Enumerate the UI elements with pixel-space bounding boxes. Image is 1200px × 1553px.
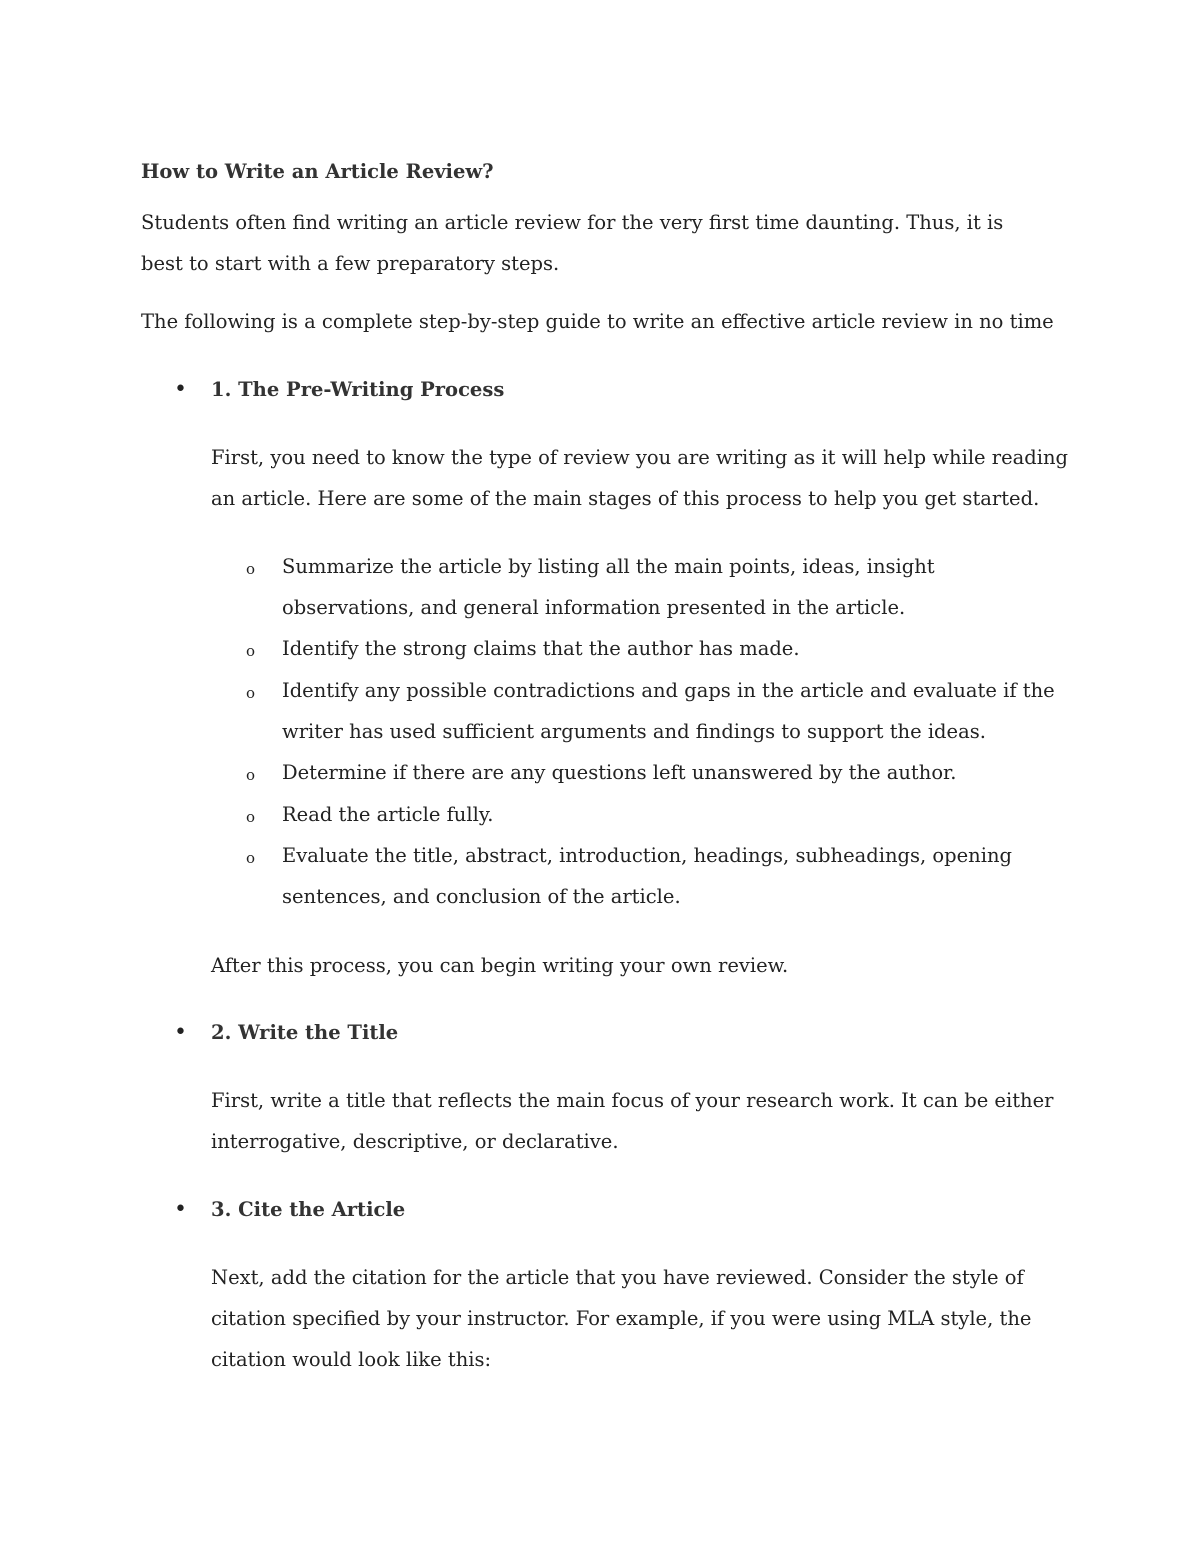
list-item-text: Summarize the article by listing all the main points, ideas, insight observations, and general information presented in the article. [282, 555, 935, 619]
bullet-marker: • [174, 1020, 187, 1045]
section-body-pre-writing: First, you need to know the type of review you are writing as it will help while reading an article. Here are some of the main stages of this process to help you get started. [211, 446, 1069, 510]
section-body-cite-article: Next, add the citation for the article that you have reviewed. Consider the style of citation specified by your instructor. For example, if you were using MLA style, the citation would look like this: [211, 1266, 1032, 1371]
sub-bullet-marker: o [246, 849, 256, 867]
list-item-text: Determine if there are any questions left unanswered by the author. [282, 761, 957, 784]
section-closing-pre-writing: After this process, you can begin writing your own review. [211, 954, 789, 977]
list-item-text: Evaluate the title, abstract, introduction, headings, subheadings, opening sentences, and conclusion of the article. [282, 844, 1012, 908]
bullet-marker: • [174, 377, 187, 402]
intro-paragraph: Students often find writing an article review for the very first time daunting. Thus, it is best to start with a few preparatory steps. [141, 211, 1004, 275]
sub-bullet-marker: o [246, 808, 256, 826]
bullet-marker: • [174, 1197, 187, 1222]
list-item-text: Identify the strong claims that the author has made. [282, 637, 800, 660]
sub-bullet-marker: o [246, 766, 256, 784]
guide-paragraph: The following is a complete step-by-step guide to write an effective article review in no time [141, 310, 1054, 333]
list-item-text: Read the article fully. [282, 803, 494, 826]
section-heading-pre-writing: 1. The Pre-Writing Process [211, 378, 505, 401]
document-title: How to Write an Article Review? [141, 160, 494, 183]
list-item-text: Identify any possible contradictions and gaps in the article and evaluate if the writer has used sufficient arguments and findings to support the ideas. [282, 679, 1055, 743]
section-heading-write-title: 2. Write the Title [211, 1021, 399, 1044]
sub-bullet-marker: o [246, 642, 256, 660]
sub-bullet-marker: o [246, 560, 256, 578]
section-body-write-title: First, write a title that reflects the main focus of your research work. It can be either interrogative, descriptive, or declarative. [211, 1089, 1054, 1153]
section-heading-cite-article: 3. Cite the Article [211, 1198, 406, 1221]
sub-bullet-marker: o [246, 684, 256, 702]
